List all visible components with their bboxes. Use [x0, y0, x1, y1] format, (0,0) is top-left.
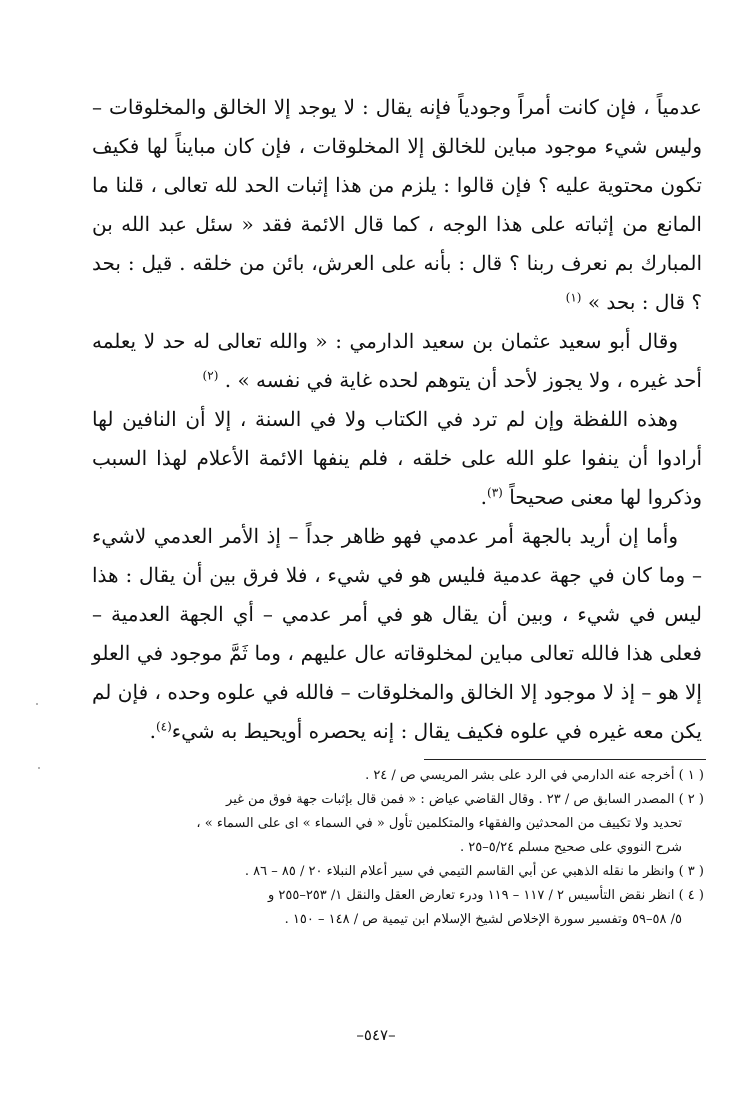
footnote-4-continuation: ٥/ ٥٨–٥٩ وتفسير سورة الإخلاص لشيخ الإسلام ابن تيمية ص / ١٤٨ – ١٥٠ .	[284, 912, 682, 927]
paragraph-3	[92, 400, 702, 517]
footnote-divider	[424, 759, 706, 760]
paragraph-4-end: .	[149, 719, 156, 743]
scan-speck	[38, 767, 40, 769]
footnote-2-continuation-1: تحديد ولا تكييف من المحدثين والفقهاء والمتكلمين تأول « في السماء » اى على السماء » ،	[196, 816, 682, 831]
footnote-ref-3: (٣)	[487, 485, 503, 500]
footnotes	[92, 764, 704, 932]
paragraph-4-text: وأما إن أريد بالجهة أمر عدمي فهو ظاهر جداً – إذ الأمر العدمي لاشيء – وما كان في جهة عدمية فليس هو في شيء ، فلا فرق بين أن يقال : هذا ليس في شيء ، وبين أن يقال هو في أمر عدمي – أي الجهة العدمية – فعلى هذا فالله تعالى مباين لمخلوقاته عال عليهم ، وما ثَمَّ موجود في العلو إلا هو – إذ لا موجود إلا الخالق والمخلوقات – فالله في علوه وحده ، فإن لم يكن معه غيره في علوه فكيف يقال : إنه يحصره أويحيط به شيء	[92, 524, 702, 743]
paragraph-1-text: عدمياً ، فإن كانت أمراً وجودياً فإنه يقال : لا يوجد إلا الخالق والمخلوقات – وليس شيء موجود مباين للخالق إلا المخلوقات ، فإن كان مبايناً لها فكيف تكون محتوية عليه ؟ فإن قالوا : يلزم من هذا إثبات الحد لله تعالى ، قلنا ما المانع من إثباته على هذا الوجه ، كما قال الائمة فقد « سئل عبد الله بن المبارك بم نعرف ربنا ؟ قال : بأنه على العرش، بائن من خلقه . قيل : بحد ؟ قال : بحد »	[92, 95, 702, 314]
page-number: –٥٤٧–	[356, 1026, 396, 1044]
paragraph-1	[92, 88, 702, 322]
scan-speck	[36, 703, 38, 705]
footnote-ref-1: (١)	[565, 290, 582, 305]
footnote-ref-4: (٤)	[155, 719, 172, 734]
paragraph-3-end: .	[480, 485, 487, 509]
paragraph-2	[92, 322, 702, 400]
paragraph-2-text: وقال أبو سعيد عثمان بن سعيد الدارمي : « والله تعالى له حد لا يعلمه أحد غيره ، ولا يجوز لأحد أن يتوهم لحده غاية في نفسه » .	[92, 329, 702, 392]
footnote-2: ( ٢ ) المصدر السابق ص / ٢٣ . وقال القاضي عياض : « فمن قال بإثبات جهة فوق من غير	[226, 792, 704, 807]
footnote-1: ( ١ ) أخرجه عنه الدارمي في الرد على بشر المريسي ص / ٢٤ .	[365, 768, 704, 783]
footnote-3: ( ٣ ) وانظر ما نقله الذهبي عن أبي القاسم التيمي في سير أعلام النبلاء ٢٠ / ٨٥ – ٨٦ .	[244, 864, 704, 879]
footnote-4: ( ٤ ) انظر نقض التأسيس ٢ / ١١٧ – ١١٩ ودرء تعارض العقل والنقل ١/ ٢٥٣–٢٥٥ و	[267, 888, 704, 903]
paragraph-4	[92, 517, 702, 751]
main-text	[92, 88, 702, 751]
footnote-ref-2: (٢)	[202, 368, 219, 383]
paragraph-3-text: وهذه اللفظة وإن لم ترد في الكتاب ولا في السنة ، إلا أن النافين لها أرادوا أن ينفوا علو الله على خلقه ، فلم ينفها الائمة الأعلام لهذا السبب وذكروا لها معنى صحيحاً	[92, 407, 702, 509]
footnote-2-continuation-2: شرح النووي على صحيح مسلم ٥/٢٤–٢٥ .	[459, 840, 682, 855]
